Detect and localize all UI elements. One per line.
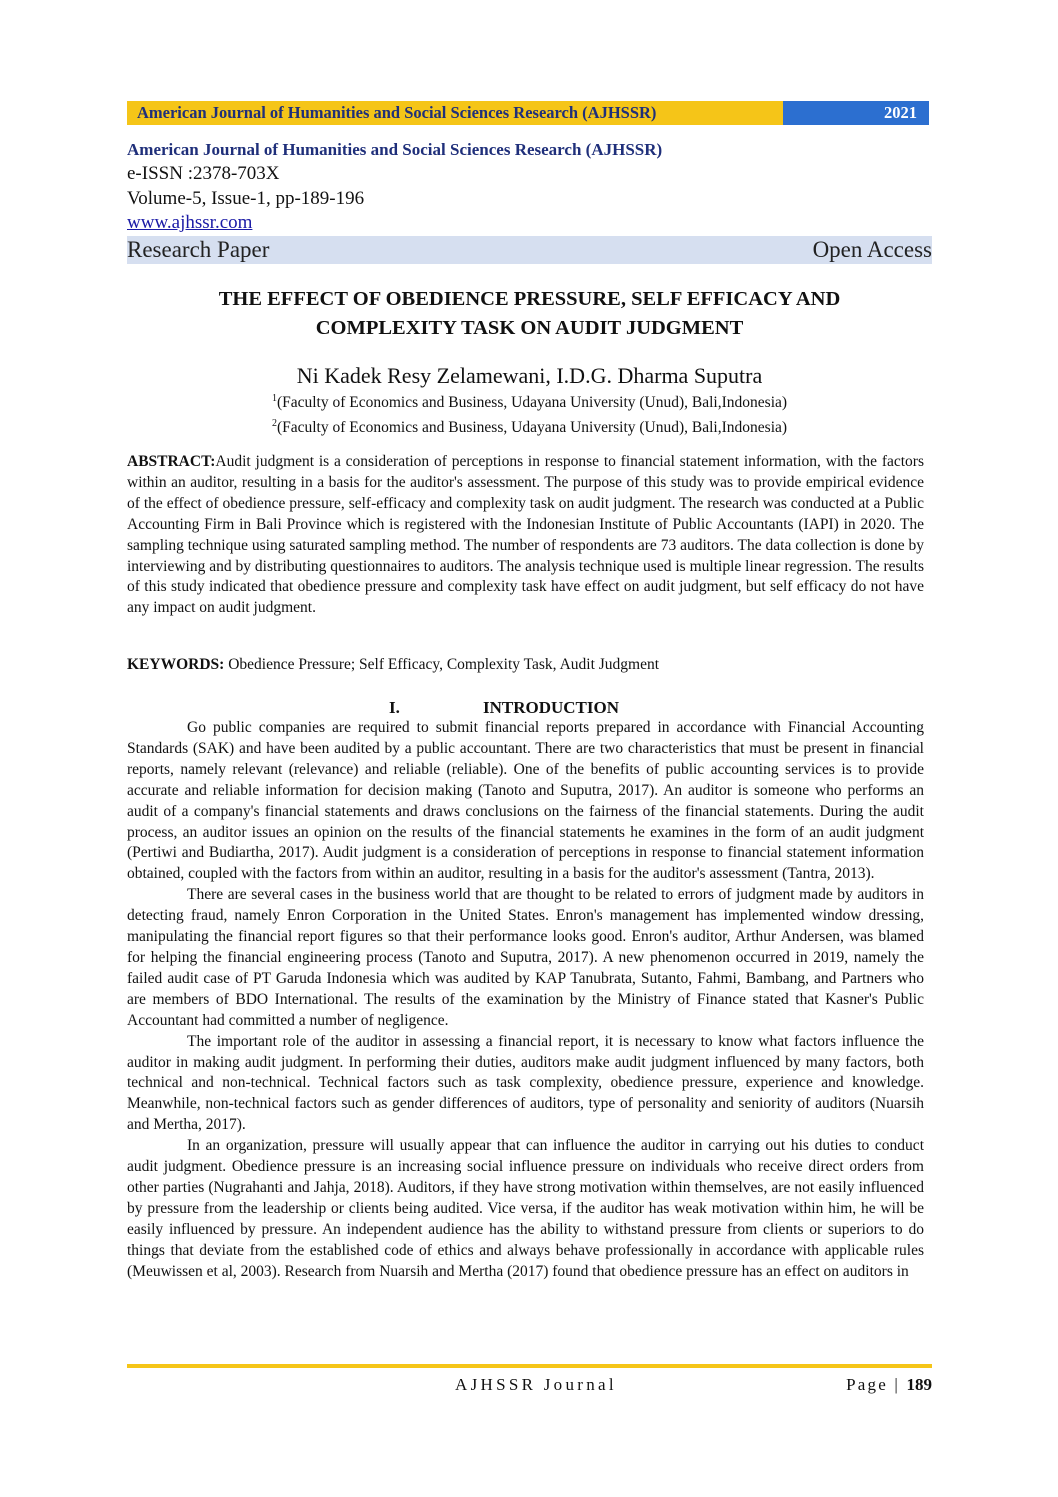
banner-journal-name: American Journal of Humanities and Social Sciences Research (AJHSSR) xyxy=(127,101,783,125)
keywords-label: KEYWORDS: xyxy=(127,656,225,673)
banner-year: 2021 xyxy=(783,101,929,125)
meta-journal-name: American Journal of Humanities and Social Sciences Research (AJHSSR) xyxy=(127,140,663,159)
page-label: Page | xyxy=(846,1375,907,1394)
footer-page xyxy=(846,1374,932,1396)
journal-url-link[interactable]: www.ajhssr.com xyxy=(127,212,253,233)
paragraph: There are several cases in the business world that are thought to be related to errors of judgment made by auditors in detecting fraud, namely Enron Corporation in the United States. Enron's management has implemented window dressing, manipulating the financial report figures so that their performance looks good. Enron's auditor, Arthur Andersen, was blamed for helping the financial engineering process (Tanoto and Suputra, 2017). A new phenomenon occurred in 2019, namely the failed audit case of PT Garuda Indonesia which was audited by KAP Tanubrata, Sutanto, Fahmi, Bambang, and Partners who are members of BDO International. The results of the examination by the Ministry of Finance stated that Kasner's Public Accountant had committed a number of negligence. xyxy=(127,886,924,1029)
title-line-2: COMPLEXITY TASK ON AUDIT JUDGMENT xyxy=(315,317,744,339)
abstract-text: Audit judgment is a consideration of perceptions in response to financial statement information, with the factors within an auditor, resulting in a basis for the auditor's assessment. The purpose of this study was to provide empirical evidence of the effect of obedience pressure, self-efficacy and complexity task on audit judgment. The research was conducted at a Public Accounting Firm in Bali Province which is registered with the Indonesian Institute of Public Accountants (IAPI) in 2020. The sampling technique using saturated sampling method. The number of respondents are 73 auditors. The data collection is done by interviewing and by distributing questionnaires to auditors. The analysis technique used is multiple linear regression. The results of this study indicated that obedience pressure and complexity task have effect on audit judgment, but self efficacy do not have any impact on audit judgment. xyxy=(127,453,924,617)
section-number: I. xyxy=(389,698,400,717)
affiliation-2: $^2$(Faculty of Economics and Business, Udayana University (Unud), Bali,Indonesia) xyxy=(271,418,788,437)
affiliations xyxy=(127,388,932,438)
paper-type: Research Paper xyxy=(127,237,270,262)
keywords xyxy=(127,655,924,676)
abstract-label: ABSTRACT: xyxy=(127,453,216,470)
journal-meta xyxy=(127,139,932,264)
section-title: INTRODUCTION xyxy=(483,698,620,717)
page-number: 189 xyxy=(906,1375,932,1394)
keywords-text: Obedience Pressure; Self Efficacy, Complexity Task, Audit Judgment xyxy=(224,656,660,673)
title-line-1: THE EFFECT OF OBEDIENCE PRESSURE, SELF EFFICACY AND xyxy=(218,288,841,310)
authors: Ni Kadek Resy Zelamewani, I.D.G. Dharma Suputra xyxy=(296,363,763,388)
affiliation-1: $^1$(Faculty of Economics and Business, Udayana University (Unud), Bali,Indonesia) xyxy=(271,393,788,412)
meta-volume: Volume-5, Issue-1, pp-189-196 xyxy=(127,188,365,209)
footer-journal: AJHSSR Journal xyxy=(455,1375,617,1394)
journal-banner xyxy=(127,101,929,125)
paragraph: Go public companies are required to submit financial reports prepared in accordance with Financial Accounting Standards (SAK) and have been audited by a public accountant. There are two characteristics that must be present in financial reports, namely relevant (relevance) and reliable (reliable). One of the benefits of public accounting services is to provide accurate and reliable information for decision making (Tanoto and Suputra, 2017). An auditor is someone who performs an audit of a company's financial statements and draws conclusions on the fairness of the financial statements. During the audit process, an auditor issues an opinion on the results of the financial statements he examines in the form of an audit judgment (Pertiwi and Budiartha, 2017). Audit judgment is a consideration of perceptions in response to financial statement information obtained, coupled with the factors from within an auditor, resulting in a basis for the auditor's assessment (Tantra, 2013). xyxy=(127,719,924,883)
paragraph: In an organization, pressure will usually appear that can influence the auditor in carrying out his duties to conduct audit judgment. Obedience pressure is an increasing social influence pressure on individuals who receive direct orders from other parties (Nugrahanti and Jahja, 2018). Auditors, if they have strong motivation within themselves, are not easily influenced by pressure from the leadership or clients being audited. Vice versa, if the auditor has weak motivation within him, he will be easily influenced by pressure. An independent audience has the ability to withstand pressure from clients or superiors to do things that deviate from the established code of ethics and always behave professionally in accordance with applicable rules (Meuwissen et al, 2003). Research from Nuarsih and Mertha (2017) found that obedience pressure has an effect on auditors in xyxy=(127,1137,924,1280)
meta-issn: e-ISSN :2378-703X xyxy=(127,163,280,184)
access-type: Open Access xyxy=(812,237,932,262)
abstract xyxy=(127,452,924,619)
footer-divider xyxy=(127,1364,932,1368)
paper-title xyxy=(127,285,932,343)
paper-type-bar xyxy=(127,236,932,264)
introduction-body xyxy=(127,718,924,1282)
paragraph: The important role of the auditor in assessing a financial report, it is necessary to know what factors influence the auditor in making audit judgment. In performing their duties, auditors make audit judgment influenced by many factors, both technical and non-technical. Technical factors such as task complexity, obedience pressure, experience and knowledge. Meanwhile, non-technical factors such as gender differences of auditors, type of personality and seniority of auditors (Nuarsih and Mertha, 2017). xyxy=(127,1032,924,1134)
